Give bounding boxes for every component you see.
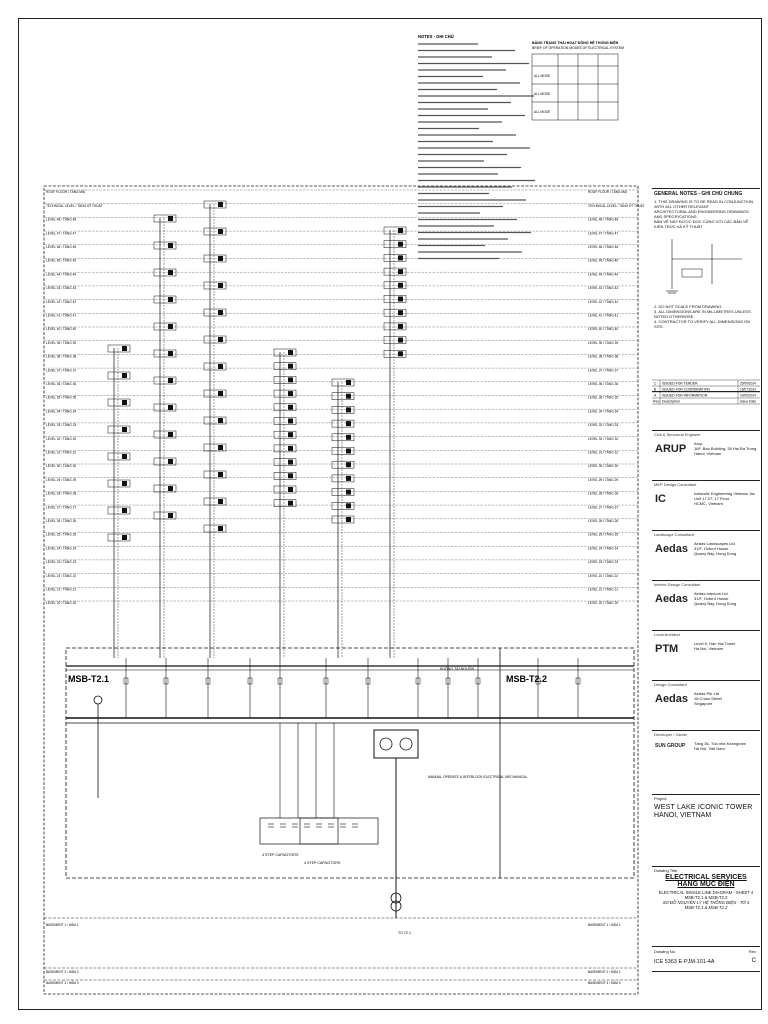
single-line-diagram bbox=[18, 18, 650, 1010]
db-breaker-symbol bbox=[346, 394, 351, 399]
db-breaker-symbol bbox=[218, 472, 223, 477]
db-breaker-symbol bbox=[168, 432, 173, 437]
consultant-role: Interior Design Consultant bbox=[654, 582, 701, 587]
rev-header-rev: Rev bbox=[653, 399, 660, 404]
db-breaker-symbol bbox=[168, 216, 173, 221]
general-note-line-3: BẢN VẼ NÀY ĐƯỢC ĐỌC CÙNG VỚI CÁC BẢN VẼ KIẾN TRÚC VÀ KỸ THUẬT bbox=[654, 219, 749, 229]
consultant-role: Developer / Owner bbox=[654, 732, 688, 737]
drawing-title-label: Drawing Title bbox=[654, 868, 678, 873]
db-breaker-symbol bbox=[346, 517, 351, 522]
level-label: LEVEL 45 / TẦNG 45 bbox=[46, 258, 77, 263]
db-breaker-symbol bbox=[288, 501, 293, 506]
msb-t2-2-label: MSB-T2.2 bbox=[506, 674, 548, 684]
db-breaker-symbol bbox=[168, 486, 173, 491]
consultant-logo: Aedas bbox=[655, 543, 689, 555]
level-label-right: LEVEL 27 / TẦNG 27 bbox=[588, 505, 619, 510]
db-breaker-symbol bbox=[168, 243, 173, 248]
general-note-line-1: 1. THIS DRAWING IS TO BE READ IN CONJUNCTION WITH ALL OTHER RELEVANT bbox=[654, 199, 754, 209]
consultant-logo: IC bbox=[655, 493, 666, 505]
drawing-rev: C bbox=[751, 958, 756, 964]
drawing-desc-4: MSB-T2.1 & MSB-T2.2 bbox=[684, 905, 728, 910]
consultant-address-line: Unit 17.07, 17 Floor bbox=[694, 496, 730, 501]
level-label: LEVEL 41 / TẦNG 41 bbox=[46, 313, 77, 318]
db-breaker-symbol bbox=[398, 242, 403, 247]
consultant-address-line: Quarry Bay, Hong Kong bbox=[694, 551, 737, 556]
level-label: LEVEL 35 / TẦNG 35 bbox=[46, 395, 77, 400]
drawing-title-vi: HẠNG MỤC ĐIỆN bbox=[677, 881, 735, 888]
db-breaker-symbol bbox=[168, 270, 173, 275]
db-breaker-symbol bbox=[398, 297, 403, 302]
consultant-logo: Aedas bbox=[655, 693, 689, 705]
rev-row-2-desc: ISSUED FOR COORDINATION bbox=[662, 387, 710, 392]
level-label: LEVEL 31 / TẦNG 31 bbox=[46, 450, 77, 455]
rev-row-1-code: C bbox=[654, 381, 657, 386]
level-label-right: LEVEL 45 / TẦNG 45 bbox=[588, 258, 619, 263]
level-label: LEVEL 43 / TẦNG 43 bbox=[46, 286, 77, 291]
rev-row-2-code: B bbox=[654, 387, 657, 392]
level-label: LEVEL 39 / TẦNG 39 bbox=[46, 340, 77, 345]
drawing-title-en: ELECTRICAL SERVICES bbox=[665, 874, 747, 881]
level-label: LEVEL 29 / TẦNG 29 bbox=[46, 477, 77, 482]
level-label: LEVEL 30 / TẦNG 30 bbox=[46, 464, 77, 469]
level-label: LEVEL 32 / TẦNG 32 bbox=[46, 436, 77, 441]
level-label: LEVEL 40 / TẦNG 40 bbox=[46, 327, 77, 332]
level-label: LEVEL 20 / TẦNG 20 bbox=[46, 601, 77, 606]
db-breaker-symbol bbox=[168, 297, 173, 302]
revision-table bbox=[652, 378, 760, 418]
consultant-logo: PTM bbox=[655, 643, 679, 655]
db-breaker-symbol bbox=[288, 391, 293, 396]
rev-row-1-date: 25/09/2014 bbox=[740, 381, 756, 386]
drawing-desc-3: SƠ ĐỒ NGUYÊN LÝ HỆ THỐNG ĐIỆN - TỜ 4 bbox=[662, 900, 750, 905]
project-label: Project bbox=[654, 796, 667, 801]
db-breaker-symbol bbox=[398, 228, 403, 233]
consultant-address-line: 31/F, Oxford House bbox=[694, 596, 729, 601]
db-breaker-symbol bbox=[168, 459, 173, 464]
general-notes-panel bbox=[652, 188, 760, 392]
consultant-address-line: Aedas Pte Ltd bbox=[694, 691, 720, 696]
rev-row-2-date: 15/07/2014 bbox=[740, 387, 756, 392]
level-label-right: LEVEL 36 / TẦNG 36 bbox=[588, 382, 619, 386]
consultant-address-line: 31/F, Oxford House bbox=[694, 546, 729, 551]
brief-title: BẢNG TRẠNG THÁI HOẠT ĐỘNG HỆ THỐNG ĐIỆN bbox=[532, 41, 619, 45]
db-breaker-symbol bbox=[218, 337, 223, 342]
level-label-right: LEVEL 42 / TẦNG 42 bbox=[588, 299, 619, 304]
db-breaker-symbol bbox=[398, 255, 403, 260]
db-breaker-symbol bbox=[122, 508, 127, 513]
level-label: LEVEL 46 / TẦNG 46 bbox=[46, 245, 77, 249]
level-label: LEVEL 36 / TẦNG 36 bbox=[46, 382, 77, 386]
level-label-right: LEVEL 48 / TẦNG 48 bbox=[588, 217, 619, 222]
consultant-address-line: Aedas Landscapes Ltd bbox=[694, 541, 735, 546]
rev-header-date: Issue Date bbox=[740, 399, 757, 404]
drawing-number: ICE 5363 E-PJM-101-4A bbox=[654, 959, 715, 965]
consultant-address-line: 16F, Bao Building, 35 Hai Ba Trung bbox=[694, 446, 757, 451]
level-label-right: LEVEL 22 / TẦNG 22 bbox=[588, 573, 619, 578]
consultant-entry bbox=[652, 430, 760, 480]
consultant-address-line: Level 5, Han Hai Tower bbox=[694, 641, 736, 646]
db-breaker-symbol bbox=[168, 324, 173, 329]
consultant-address-line: HCMC, Vietnam bbox=[694, 501, 723, 506]
rev-row-1-desc: ISSUED FOR TENDER bbox=[662, 381, 698, 386]
db-breaker-symbol bbox=[218, 418, 223, 423]
consultant-address-line: Aedas Interiors Ltd bbox=[694, 591, 728, 596]
level-label-right: LEVEL 39 / TẦNG 39 bbox=[588, 340, 619, 345]
db-breaker-symbol bbox=[168, 513, 173, 518]
level-label: LEVEL 42 / TẦNG 42 bbox=[46, 299, 77, 304]
consultant-address-line: Hanoi, Vietnam bbox=[694, 451, 722, 456]
db-breaker-symbol bbox=[122, 427, 127, 432]
drawing-desc-2: MSB-T2.1 & MSB-T2.2 bbox=[684, 895, 728, 900]
level-label: LEVEL 37 / TẦNG 37 bbox=[46, 368, 77, 373]
db-breaker-symbol bbox=[346, 476, 351, 481]
drawing-number-block bbox=[652, 946, 760, 972]
project-block bbox=[652, 794, 760, 855]
cap-bank-2-label: 4 STEP CAPACITORS bbox=[304, 861, 341, 865]
db-breaker-symbol bbox=[288, 460, 293, 465]
basement-label-right: BASEMENT 1 / HẦM 1 bbox=[588, 923, 621, 927]
level-label-right: LEVEL 33 / TẦNG 33 bbox=[588, 423, 619, 428]
brief-row-3: ALL MODE bbox=[534, 110, 551, 114]
consultant-address-line: Ha Noi, Vietnam bbox=[694, 646, 724, 651]
db-breaker-symbol bbox=[122, 346, 127, 351]
general-note-line-5: 3. ALL DIMENSIONS ARE IN MILLIMETRES UNLESS NOTED OTHERWISE. bbox=[654, 309, 751, 319]
level-label-right: LEVEL 32 / TẦNG 32 bbox=[588, 436, 619, 441]
db-breaker-symbol bbox=[168, 378, 173, 383]
general-note-line-6: 4. CONTRACTOR TO VERIFY ALL DIMENSIONS ON SITE. bbox=[654, 319, 751, 329]
level-label: LEVEL 21 / TẦNG 21 bbox=[46, 587, 77, 592]
consultant-address-line: Singapore bbox=[694, 701, 713, 706]
db-breaker-symbol bbox=[288, 432, 293, 437]
project-name-line-2: HANOI, VIETNAM bbox=[654, 812, 712, 819]
level-label-right: LEVEL 38 / TẦNG 38 bbox=[588, 354, 619, 359]
level-label: LEVEL 24 / TẦNG 24 bbox=[46, 546, 77, 551]
db-breaker-symbol bbox=[122, 454, 127, 459]
db-breaker-symbol bbox=[218, 202, 223, 207]
level-label-right: LEVEL 29 / TẦNG 29 bbox=[588, 477, 619, 482]
db-breaker-symbol bbox=[122, 400, 127, 405]
consultant-address-line: Quarry Bay, Hong Kong bbox=[694, 601, 737, 606]
level-label: LEVEL 44 / TẦNG 44 bbox=[46, 272, 77, 277]
consultant-role: MEP Design Consultant bbox=[654, 482, 697, 487]
level-label: LEVEL 28 / TẦNG 28 bbox=[46, 491, 77, 496]
db-breaker-symbol bbox=[218, 499, 223, 504]
cap-bank-1-label: 4 STEP CAPACITORS bbox=[262, 853, 299, 857]
db-breaker-symbol bbox=[122, 373, 127, 378]
level-label-right: LEVEL 24 / TẦNG 24 bbox=[588, 546, 619, 551]
earthing-detail-sketch bbox=[652, 229, 760, 299]
level-label: LEVEL 25 / TẦNG 25 bbox=[46, 532, 77, 537]
consultant-address-line: Arup bbox=[694, 441, 703, 446]
consultant-role: Design Consultant bbox=[654, 682, 687, 687]
level-label: LEVEL 23 / TẦNG 23 bbox=[46, 560, 77, 565]
brief-row-2: ALL MODE bbox=[534, 92, 551, 96]
db-breaker-symbol bbox=[398, 310, 403, 315]
level-label-right: TECHNICAL LEVEL / TẦNG KỸ THUẬT bbox=[588, 203, 645, 208]
consultant-address-line: Tầng 36, Tòa nhà Keangnam bbox=[694, 741, 746, 746]
level-label-right: LEVEL 40 / TẦNG 40 bbox=[588, 327, 619, 332]
consultant-role: Landscape Consultant bbox=[654, 532, 694, 537]
consultant-logo: SUN GROUP bbox=[655, 743, 686, 749]
level-label: LEVEL 33 / TẦNG 33 bbox=[46, 423, 77, 428]
general-notes-title: GENERAL NOTES - GHI CHÚ CHUNG bbox=[654, 191, 743, 197]
db-breaker-symbol bbox=[288, 377, 293, 382]
consultant-entry bbox=[652, 530, 760, 580]
consultants-list bbox=[652, 430, 760, 780]
db-breaker-symbol bbox=[398, 338, 403, 343]
basement-label: BASEMENT 3 / HẦM 3 bbox=[46, 981, 79, 985]
transformer-label: TO T2.1 bbox=[398, 931, 412, 935]
general-note-line-4: 2. DO NOT SCALE FROM DRAWING. bbox=[654, 304, 723, 309]
level-label: LEVEL 22 / TẦNG 22 bbox=[46, 573, 77, 578]
db-breaker-symbol bbox=[288, 487, 293, 492]
consultant-entry bbox=[652, 680, 760, 730]
level-label-right: LEVEL 21 / TẦNG 21 bbox=[588, 587, 619, 592]
drawing-desc-1: ELECTRICAL SINGLE LINE DIAGRAM - SHEET 4 bbox=[658, 890, 754, 895]
db-breaker-symbol bbox=[288, 364, 293, 369]
db-breaker-symbol bbox=[288, 350, 293, 355]
db-breaker-symbol bbox=[346, 380, 351, 385]
level-label-right: LEVEL 20 / TẦNG 20 bbox=[588, 601, 619, 606]
level-label: LEVEL 38 / TẦNG 38 bbox=[46, 354, 77, 359]
consultant-address-line: Hà Nội, Việt Nam bbox=[694, 746, 725, 751]
consultant-entry bbox=[652, 480, 760, 530]
level-label: LEVEL 47 / TẦNG 47 bbox=[46, 231, 77, 236]
db-breaker-symbol bbox=[288, 405, 293, 410]
basement-label: BASEMENT 2 / HẦM 2 bbox=[46, 970, 79, 974]
level-label-right: LEVEL 28 / TẦNG 28 bbox=[588, 491, 619, 496]
db-breaker-symbol bbox=[398, 269, 403, 274]
db-breaker-symbol bbox=[218, 391, 223, 396]
db-breaker-symbol bbox=[218, 445, 223, 450]
brief-subtitle: BRIEF OF OPERATION MODES OF ELECTRICAL SYSTEM bbox=[532, 46, 624, 50]
db-breaker-symbol bbox=[346, 407, 351, 412]
consultant-entry bbox=[652, 730, 760, 780]
basement-label: BASEMENT 1 / HẦM 1 bbox=[46, 923, 79, 927]
db-breaker-symbol bbox=[218, 310, 223, 315]
rev-row-3-desc: ISSUED FOR INFORMATION bbox=[662, 393, 708, 398]
level-label-right: LEVEL 34 / TẦNG 34 bbox=[588, 409, 619, 414]
project-name-line-1: WEST LAKE ICONIC TOWER bbox=[654, 804, 753, 811]
notes-title: NOTES - GHI CHÚ bbox=[418, 34, 454, 39]
drawing-title-block bbox=[652, 866, 760, 947]
db-breaker-symbol bbox=[122, 535, 127, 540]
manual-operate-text: MANUAL OPERATE & INTERLOCK ELECTRICAL MECHANICAL bbox=[428, 775, 528, 779]
basement-label-right: BASEMENT 3 / HẦM 3 bbox=[588, 981, 621, 985]
db-breaker-symbol bbox=[346, 449, 351, 454]
db-breaker-symbol bbox=[398, 351, 403, 356]
level-label-right: LEVEL 35 / TẦNG 35 bbox=[588, 395, 619, 400]
level-label-right: LEVEL 31 / TẦNG 31 bbox=[588, 450, 619, 455]
db-breaker-symbol bbox=[218, 364, 223, 369]
db-breaker-symbol bbox=[218, 229, 223, 234]
db-breaker-symbol bbox=[346, 462, 351, 467]
consultant-logo: ARUP bbox=[655, 443, 687, 455]
consultant-address-line: Icelandic Engineering Vietnam Jsc bbox=[694, 491, 756, 496]
level-label: ROOF FLOOR / TẦNG MÁI bbox=[46, 190, 86, 195]
rev-row-3-code: A bbox=[654, 393, 657, 398]
db-breaker-symbol bbox=[346, 421, 351, 426]
db-breaker-symbol bbox=[288, 419, 293, 424]
db-breaker-symbol bbox=[168, 405, 173, 410]
db-breaker-symbol bbox=[398, 324, 403, 329]
basement-label-right: BASEMENT 2 / HẦM 2 bbox=[588, 970, 621, 974]
db-breaker-symbol bbox=[168, 351, 173, 356]
level-label-right: LEVEL 23 / TẦNG 23 bbox=[588, 560, 619, 565]
general-note-line-2: ARCHITECTURAL AND ENGINEERING DRAWINGS AND SPECIFICATIONS. bbox=[654, 209, 749, 219]
level-label: LEVEL 27 / TẦNG 27 bbox=[46, 505, 77, 510]
level-label-right: LEVEL 47 / TẦNG 47 bbox=[588, 231, 619, 236]
level-label: LEVEL 48 / TẦNG 48 bbox=[46, 217, 77, 222]
db-breaker-symbol bbox=[218, 256, 223, 261]
consultant-entry bbox=[652, 630, 760, 680]
consultant-entry bbox=[652, 580, 760, 630]
db-breaker-symbol bbox=[218, 283, 223, 288]
consultant-role: Local Architect bbox=[654, 632, 681, 637]
level-label-right: ROOF FLOOR / TẦNG MÁI bbox=[588, 190, 628, 195]
msb-t2-1-label: MSB-T2.1 bbox=[68, 674, 110, 684]
brief-row-1: ALL MODE bbox=[534, 74, 551, 78]
level-label-right: LEVEL 37 / TẦNG 37 bbox=[588, 368, 619, 373]
level-label: LEVEL 34 / TẦNG 34 bbox=[46, 409, 77, 414]
level-label-right: LEVEL 46 / TẦNG 46 bbox=[588, 245, 619, 249]
db-breaker-symbol bbox=[346, 435, 351, 440]
level-label-right: LEVEL 44 / TẦNG 44 bbox=[588, 272, 619, 277]
generator-label: KHÔNG TẢI NGUỒN bbox=[440, 667, 475, 671]
level-label-right: LEVEL 41 / TẦNG 41 bbox=[588, 313, 619, 318]
drawing-rev-label: Rev bbox=[748, 949, 756, 954]
db-breaker-symbol bbox=[398, 283, 403, 288]
level-label-right: LEVEL 25 / TẦNG 25 bbox=[588, 532, 619, 537]
level-label: LEVEL 26 / TẦNG 26 bbox=[46, 519, 77, 523]
level-label-right: LEVEL 43 / TẦNG 43 bbox=[588, 286, 619, 291]
db-breaker-symbol bbox=[288, 473, 293, 478]
level-label-right: LEVEL 30 / TẦNG 30 bbox=[588, 464, 619, 469]
level-label: TECHNICAL LEVEL / TẦNG KỸ THUẬT bbox=[46, 203, 103, 208]
db-breaker-symbol bbox=[218, 526, 223, 531]
db-breaker-symbol bbox=[346, 503, 351, 508]
rev-row-3-date: 20/05/2014 bbox=[740, 393, 756, 398]
consultant-logo: Aedas bbox=[655, 593, 689, 605]
consultant-address-line: 18 Cross Street bbox=[694, 696, 722, 701]
rev-header-description: Description bbox=[662, 399, 680, 404]
consultant-role: Civil & Structural Engineer bbox=[654, 432, 701, 437]
level-label-right: LEVEL 26 / TẦNG 26 bbox=[588, 519, 619, 523]
db-breaker-symbol bbox=[122, 481, 127, 486]
drawing-no-label: Drawing No. bbox=[654, 949, 677, 954]
db-breaker-symbol bbox=[288, 446, 293, 451]
db-breaker-symbol bbox=[346, 490, 351, 495]
